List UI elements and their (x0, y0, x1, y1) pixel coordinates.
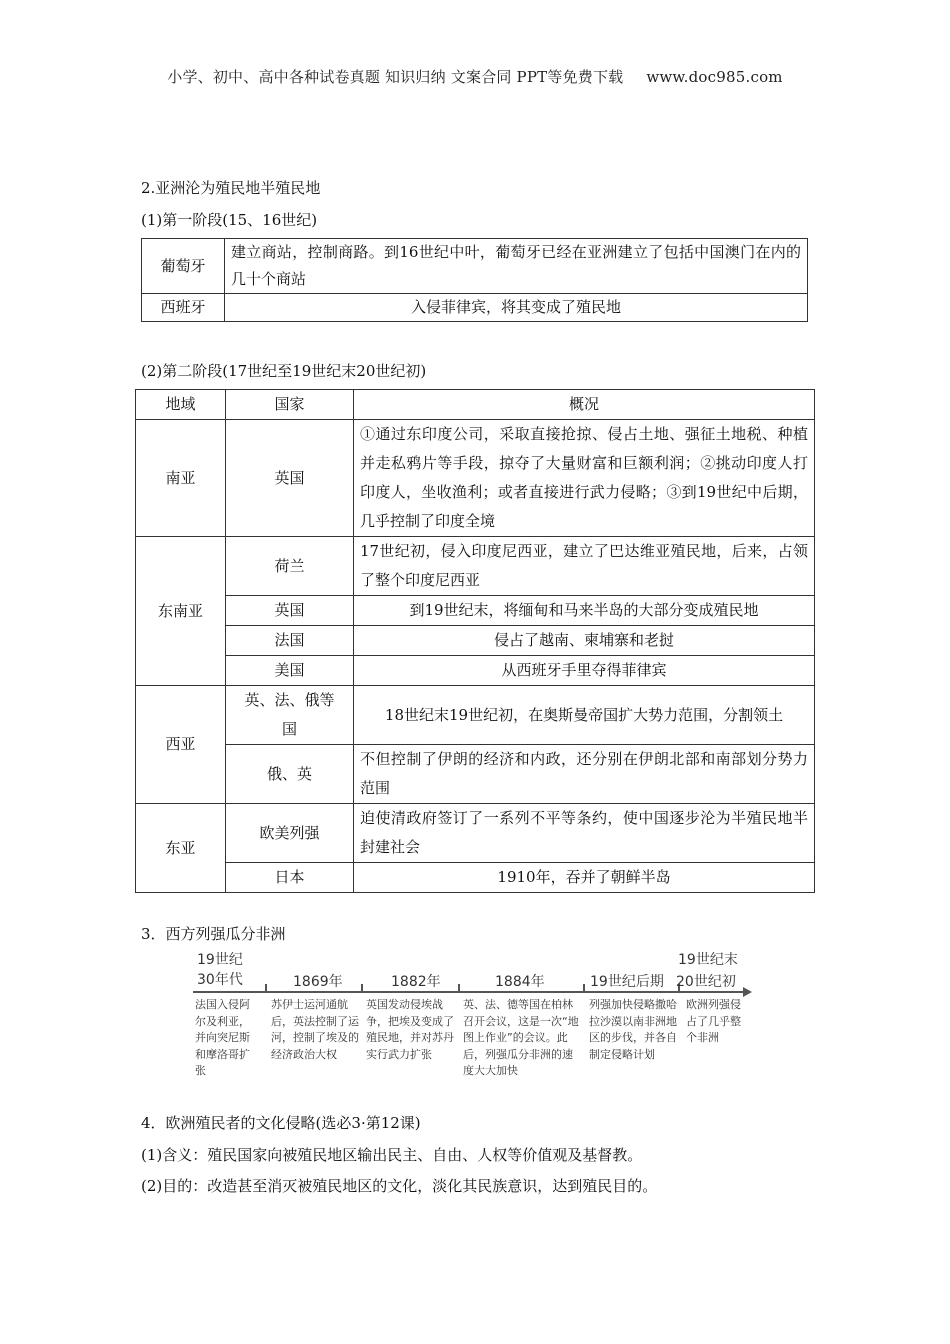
region-cell: 西亚 (136, 686, 226, 804)
table-header-row (136, 390, 815, 420)
table-row (136, 863, 815, 893)
region-cell: 东亚 (136, 804, 226, 893)
country-cell: 荷兰 (226, 537, 354, 596)
table-row (136, 745, 815, 804)
stage1-title: (1)第一阶段(15、16世纪) (141, 211, 318, 229)
country-cell: 英国 (226, 596, 354, 626)
timeline-tick (265, 984, 267, 992)
timeline-event: 列强加快侵略撒哈拉沙漠以南非洲地区的步伐，并各自制定侵略计划 (589, 998, 677, 1061)
timeline-year-line1: 19世纪末 (678, 952, 738, 968)
desc-cell: 到19世纪末，将缅甸和马来半岛的大部分变成殖民地 (354, 596, 815, 626)
timeline-tick (361, 984, 363, 992)
desc-cell: 入侵菲律宾，将其变成了殖民地 (225, 294, 808, 322)
arrow-right-icon (743, 987, 752, 997)
region-cell: 东南亚 (136, 537, 226, 686)
timeline-year: 19世纪后期 (590, 974, 664, 990)
table-row (136, 420, 815, 537)
country-cell: 葡萄牙 (142, 239, 225, 294)
country-cell: 法国 (226, 626, 354, 656)
header-site-link[interactable]: www.doc985.com (646, 68, 783, 86)
header-country: 国家 (226, 390, 354, 420)
country-cell: 英、法、俄等国 (226, 686, 354, 745)
timeline-event: 欧洲列强侵占了几乎整个非洲 (686, 998, 741, 1044)
timeline-year: 20世纪初 (676, 974, 736, 990)
timeline-event: 英国发动侵埃战争，把埃及变成了殖民地，并对苏丹实行武力扩张 (366, 998, 454, 1061)
section2-title: 2.亚洲沦为殖民地半殖民地 (141, 179, 321, 197)
desc-cell: ①通过东印度公司，采取直接抢掠、侵占土地、强征土地税、种植并走私鸦片等手段，掠夺了大量财富和巨额利润；②挑动印度人打印度人，坐收渔利；或者直接进行武力侵略；③到19世纪中后期，几乎控制了印度全境 (354, 420, 815, 537)
stage1-table (141, 238, 808, 322)
country-cell: 俄、英 (226, 745, 354, 804)
desc-cell: 从西班牙手里夺得菲律宾 (354, 656, 815, 686)
desc-cell: 17世纪初，侵入印度尼西亚，建立了巴达维亚殖民地，后来，占领了整个印度尼西亚 (354, 537, 815, 596)
stage2-title: (2)第二阶段(17世纪至19世纪末20世纪初) (141, 362, 427, 380)
africa-timeline (193, 950, 763, 1105)
timeline-year: 1884年 (495, 974, 545, 990)
timeline-year-line1: 19世纪 (197, 952, 243, 968)
timeline-event: 法国入侵阿尔及利亚，并向突尼斯和摩洛哥扩张 (195, 998, 250, 1077)
timeline-tick (458, 984, 460, 992)
section4-purpose: (2)目的：改造甚至消灭被殖民地区的文化，淡化其民族意识，达到殖民目的。 (141, 1177, 658, 1195)
timeline-year: 1869年 (293, 974, 343, 990)
desc-cell: 不但控制了伊朗的经济和内政，还分别在伊朗北部和南部划分势力范围 (354, 745, 815, 804)
table-row (136, 626, 815, 656)
page-header (0, 66, 950, 87)
header-overview: 概况 (354, 390, 815, 420)
country-cell: 日本 (226, 863, 354, 893)
desc-cell: 侵占了越南、柬埔寨和老挝 (354, 626, 815, 656)
table-row (136, 686, 815, 745)
header-text: 小学、初中、高中各种试卷真题 知识归纳 文案合同 PPT等免费下载 (167, 68, 624, 86)
country-cell: 英国 (226, 420, 354, 537)
desc-cell: 迫使清政府签订了一系列不平等条约，使中国逐步沦为半殖民地半封建社会 (354, 804, 815, 863)
table-row (142, 294, 808, 322)
table-row (136, 596, 815, 626)
header-region: 地域 (136, 390, 226, 420)
country-cell: 西班牙 (142, 294, 225, 322)
timeline-year: 30年代 (197, 972, 243, 988)
stage2-table (135, 389, 815, 893)
timeline-year: 1882年 (391, 974, 441, 990)
desc-cell: 建立商站，控制商路。到16世纪中叶，葡萄牙已经在亚洲建立了包括中国澳门在内的几十个商站 (225, 239, 808, 294)
timeline-tick (583, 984, 585, 992)
country-cell: 美国 (226, 656, 354, 686)
table-row (142, 239, 808, 294)
timeline-event: 英、法、德等国在柏林召开会议，这是一次“地图上作业”的会议。此后，列强瓜分非洲的速度大大加快 (463, 998, 579, 1077)
desc-cell: 18世纪末19世纪初，在奥斯曼帝国扩大势力范围，分割领土 (354, 686, 815, 745)
table-row (136, 804, 815, 863)
country-cell: 欧美列强 (226, 804, 354, 863)
table-row (136, 537, 815, 596)
section3-title: 3．西方列强瓜分非洲 (141, 925, 286, 943)
section4-meaning: (1)含义：殖民国家向被殖民地区输出民主、自由、人权等价值观及基督教。 (141, 1146, 643, 1164)
timeline-event: 苏伊士运河通航后，英法控制了运河，控制了埃及的经济政治大权 (271, 998, 359, 1061)
region-cell: 南亚 (136, 420, 226, 537)
desc-cell: 1910年，吞并了朝鲜半岛 (354, 863, 815, 893)
section4-title: 4．欧洲殖民者的文化侵略(选必3·第12课) (141, 1114, 421, 1132)
table-row (136, 656, 815, 686)
